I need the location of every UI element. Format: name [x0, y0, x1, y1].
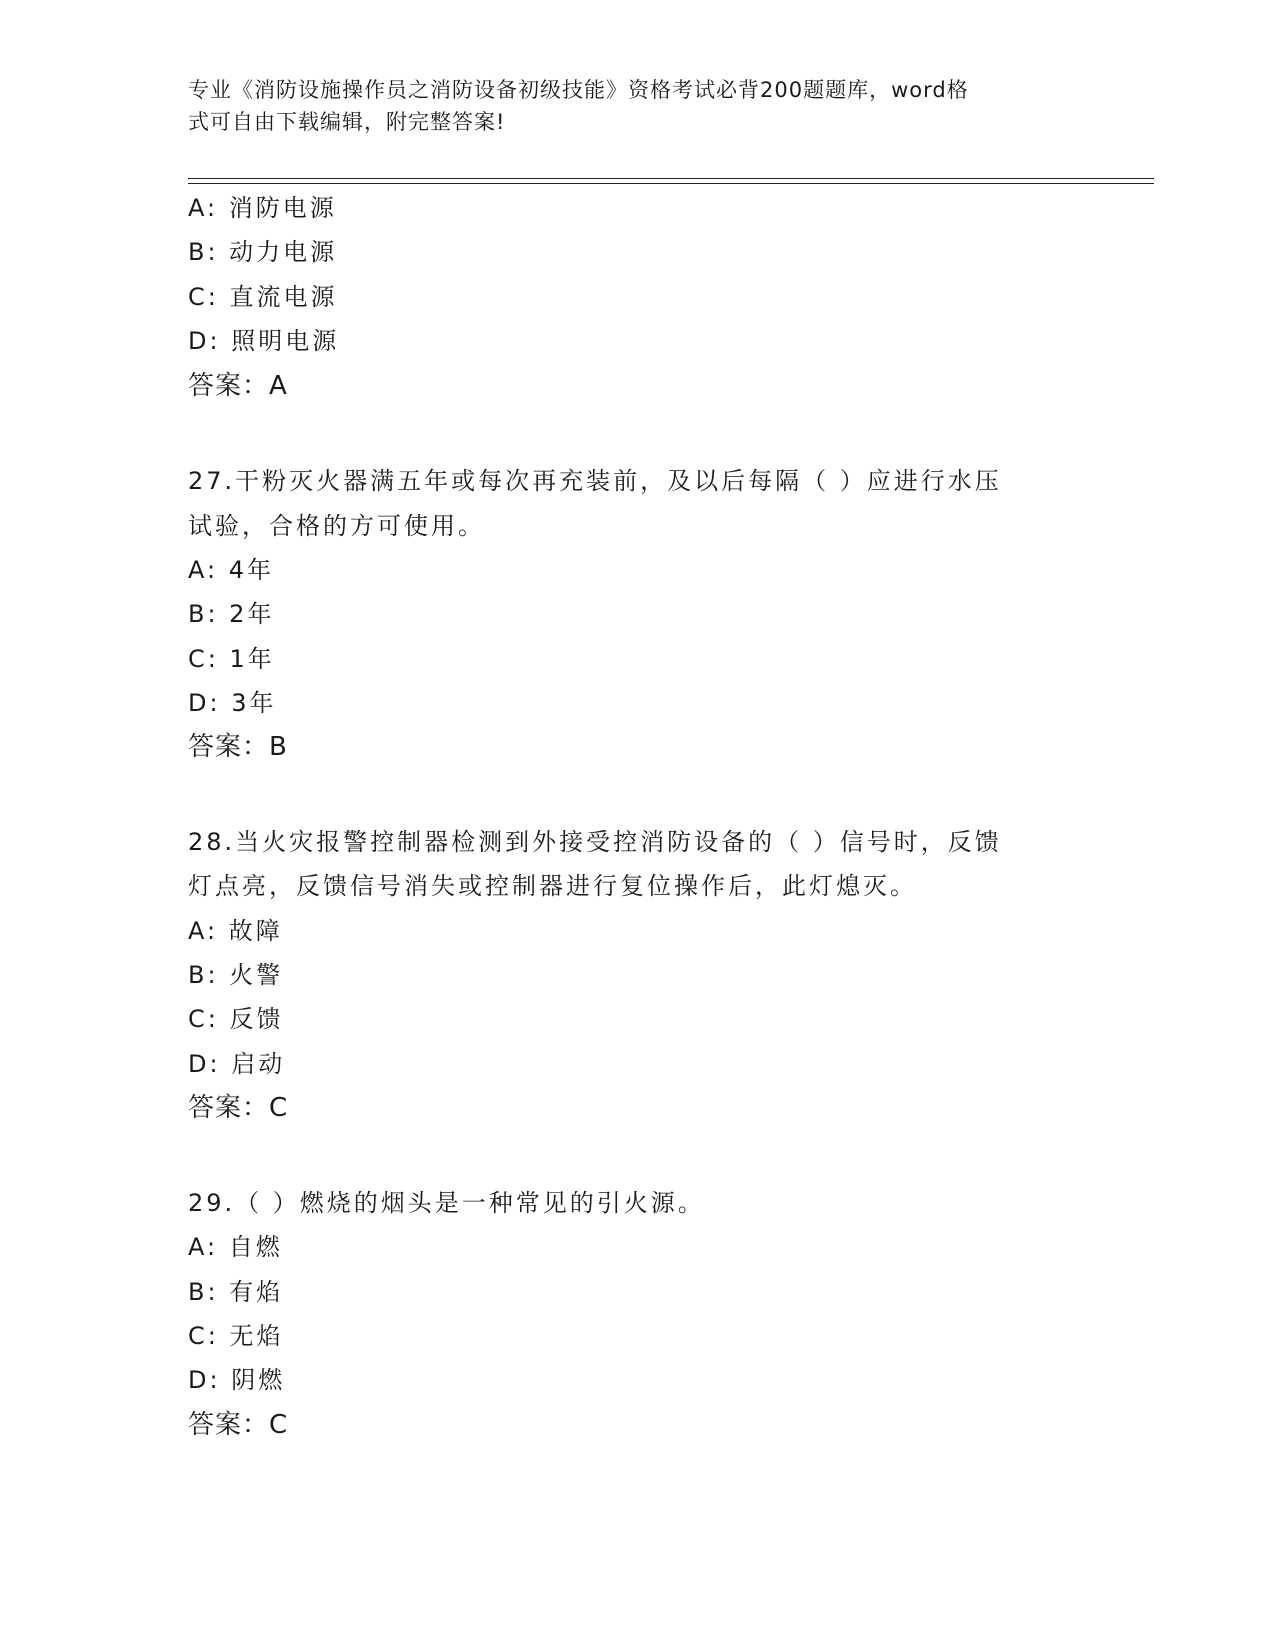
header-line-2: 式可自由下载编辑，附完整答案!: [188, 110, 506, 134]
option-d: D: 照明电源: [188, 327, 340, 355]
header-divider-top: [188, 178, 1154, 179]
question-stem: 灯点亮，反馈信号消失或控制器进行复位操作后，此灯熄灭。: [188, 872, 917, 900]
answer: 答案：A: [188, 371, 288, 401]
question-stem: 29.（ ）燃烧的烟头是一种常见的引火源。: [188, 1189, 705, 1217]
option-b: B: 2年: [188, 600, 275, 628]
option-c: C: 无焰: [188, 1322, 284, 1350]
question-stem: 28.当火灾报警控制器检测到外接受控消防设备的（ ）信号时，反馈: [188, 828, 1002, 856]
answer: 答案：C: [188, 1410, 289, 1440]
option-a: A: 4年: [188, 556, 274, 584]
option-a: A: 故障: [188, 917, 283, 945]
question-stem: 27.干粉灭火器满五年或每次再充装前，及以后每隔（ ）应进行水压: [188, 467, 1002, 495]
option-a: A: 自燃: [188, 1233, 283, 1261]
header-line-1: 专业《消防设施操作员之消防设备初级技能》资格考试必背200题题库，word格: [188, 78, 969, 102]
answer: 答案：C: [188, 1093, 289, 1123]
option-b: B: 有焰: [188, 1278, 284, 1306]
header-divider-bottom: [188, 183, 1154, 184]
option-c: C: 直流电源: [188, 283, 338, 311]
answer: 答案：B: [188, 732, 288, 762]
option-a: A: 消防电源: [188, 194, 337, 222]
option-d: D: 3年: [188, 689, 277, 717]
option-d: D: 启动: [188, 1050, 286, 1078]
document-header: [188, 74, 1088, 138]
option-b: B: 火警: [188, 961, 284, 989]
option-d: D: 阴燃: [188, 1366, 286, 1394]
question-stem: 试验，合格的方可使用。: [188, 512, 485, 540]
option-c: C: 1年: [188, 645, 275, 673]
option-b: B: 动力电源: [188, 238, 338, 266]
option-c: C: 反馈: [188, 1005, 284, 1033]
